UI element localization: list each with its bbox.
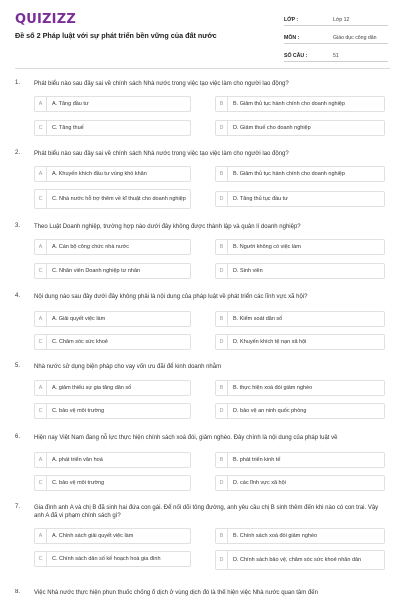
question-6 — [15, 434, 390, 494]
option-letter: A — [35, 167, 47, 181]
question-text: Gia đình anh A và chị B đã sinh hai đứa con gái. Để nối dõi tông đường, anh yêu cầu chị B sinh thêm đến khi nào có con trai. Vậy anh A đã vi phạm chính sách gì? — [34, 505, 379, 519]
option-letter: C — [35, 552, 47, 566]
option-letter: B — [216, 240, 228, 254]
option-letter: A — [35, 97, 47, 111]
option-text: D. Khuyến khích tệ nạn xã hội — [233, 338, 307, 345]
option-letter: B — [216, 312, 228, 326]
option-b[interactable] — [215, 528, 385, 544]
question-number: 5. — [15, 363, 21, 369]
option-text: C. Tăng thuế — [52, 124, 84, 131]
meta-value: Lớp 12 — [333, 17, 350, 23]
option-text: A. Khuyến khích đầu tư vùng khó khăn — [52, 170, 147, 177]
option-b[interactable] — [215, 166, 385, 182]
question-text: Hiện nay Việt Nam đang nỗ lực thực hiện chính sách xoá đói, giảm nghèo. Đây chính là nội dung của pháp luật về — [34, 435, 338, 441]
option-letter: D — [216, 551, 228, 569]
question-number: 3. — [15, 223, 21, 229]
option-text: B. Giảm thủ tục hành chính cho doanh nghiệp — [233, 170, 345, 177]
option-text: C. Nhân viên Doanh nghiệp tư nhân — [52, 267, 141, 274]
option-text: A. phát triển văn hoá — [52, 456, 103, 463]
option-text: B. Người không có việc làm — [233, 243, 301, 250]
question-3 — [15, 223, 390, 283]
option-d[interactable] — [215, 403, 385, 419]
option-letter: D — [216, 335, 228, 349]
question-text: Nội dung nào sau đây dưới đây không phải là nội dung của pháp luật về phát triển các lĩnh vực xã hội? — [34, 294, 308, 300]
option-a[interactable] — [34, 239, 191, 255]
question-7 — [15, 504, 390, 580]
option-a[interactable] — [34, 96, 191, 112]
option-text: B. phát triển kinh tế — [233, 456, 281, 463]
meta-value: 51 — [333, 53, 339, 59]
option-letter: C — [35, 121, 47, 135]
quizizz-logo: QUIZIZZ — [15, 12, 76, 27]
option-b[interactable] — [215, 239, 385, 255]
option-text: C. Chính sách dân số kế hoạch hoá gia đình — [52, 555, 161, 562]
meta-label: MÔN : — [284, 35, 300, 41]
option-b[interactable] — [215, 380, 385, 396]
question-4 — [15, 293, 390, 353]
meta-row-subject — [284, 30, 388, 44]
option-letter: B — [216, 529, 228, 543]
option-letter: C — [35, 335, 47, 349]
option-text: D. Chính sách bảo vệ, chăm sóc sức khoẻ nhân dân — [233, 557, 362, 563]
option-d[interactable] — [215, 120, 385, 136]
worksheet-meta — [284, 12, 388, 66]
option-c[interactable] — [34, 551, 191, 567]
question-text: Phát biểu nào sau đây sai về chính sách Nhà nước trong việc tạo việc làm cho người lao động? — [34, 151, 289, 157]
option-b[interactable] — [215, 96, 385, 112]
question-number: 4. — [15, 293, 21, 299]
question-number: 1. — [15, 80, 21, 86]
option-text: C. Nhà nước hỗ trợ thêm về kĩ thuật cho doanh nghiệp — [52, 196, 186, 202]
option-letter: C — [35, 264, 47, 278]
option-letter: D — [216, 121, 228, 135]
option-text: D. các lĩnh vực xã hội — [233, 479, 286, 486]
option-letter: C — [35, 190, 47, 208]
option-a[interactable] — [34, 528, 191, 544]
option-text: C. bảo vệ môi trường — [52, 407, 105, 414]
option-letter: A — [35, 453, 47, 467]
option-text: B. Chính sách xoá đói giảm nghèo — [233, 532, 318, 539]
question-text: Phát biểu nào sau đây sai về chính sách Nhà nước trong việc tạo việc làm cho người lao động? — [34, 81, 289, 87]
option-text: A. giảm thiểu sự gia tăng dân số — [52, 384, 132, 391]
question-1 — [15, 80, 390, 140]
option-letter: A — [35, 381, 47, 395]
option-text: D. Sinh viên — [233, 267, 263, 274]
option-text: A. Chính sách giải quyết việc làm — [52, 532, 134, 539]
question-number: 7. — [15, 504, 21, 510]
option-text: A. Tăng đầu tư — [52, 100, 89, 107]
question-8 — [15, 589, 390, 600]
option-c[interactable] — [34, 475, 191, 491]
option-text: B. thực hiện xoá đói giảm nghèo — [233, 384, 313, 391]
option-letter: B — [216, 97, 228, 111]
question-5 — [15, 363, 390, 423]
option-d[interactable] — [215, 550, 385, 570]
option-a[interactable] — [34, 380, 191, 396]
option-c[interactable] — [34, 189, 191, 209]
option-text: D. Tăng thủ tục đầu tư — [233, 195, 288, 202]
option-text: C. bảo vệ môi trường — [52, 479, 105, 486]
option-d[interactable] — [215, 191, 385, 207]
question-2 — [15, 150, 390, 214]
option-letter: D — [216, 404, 228, 418]
option-letter: C — [35, 404, 47, 418]
header-divider — [15, 68, 390, 69]
option-d[interactable] — [215, 334, 385, 350]
option-d[interactable] — [215, 475, 385, 491]
option-letter: D — [216, 192, 228, 206]
option-text: B. Kiểm soát dân số — [233, 315, 283, 322]
meta-label: LỚP : — [284, 17, 299, 23]
worksheet-title: Đề số 2 Pháp luật với sự phát triển bền vững của đất nước — [15, 31, 217, 40]
option-c[interactable] — [34, 120, 191, 136]
question-number: 2. — [15, 150, 21, 156]
option-c[interactable] — [34, 263, 191, 279]
option-letter: B — [216, 167, 228, 181]
option-letter: B — [216, 453, 228, 467]
option-text: B. Giảm thủ tục hành chính cho doanh nghiệp — [233, 100, 345, 107]
option-text: A. Giải quyết việc làm — [52, 315, 106, 322]
option-letter: A — [35, 240, 47, 254]
option-a[interactable] — [34, 311, 191, 327]
option-letter: D — [216, 264, 228, 278]
option-text: D. bảo vệ an ninh quốc phòng — [233, 407, 307, 414]
option-letter: A — [35, 529, 47, 543]
question-text: Việc Nhà nước thực hiện phun thuốc chống ổ dịch ở vùng dịch đó là thể hiện việc Nhà nước quan tâm đến — [34, 590, 318, 596]
option-text: A. Cán bộ công chức nhà nước — [52, 243, 130, 250]
option-d[interactable] — [215, 263, 385, 279]
option-letter: D — [216, 476, 228, 490]
option-b[interactable] — [215, 452, 385, 468]
option-a[interactable] — [34, 166, 191, 182]
question-number: 6. — [15, 434, 21, 440]
meta-label: SỐ CÂU : — [284, 53, 308, 59]
meta-row-question-count — [284, 48, 388, 62]
question-text: Theo Luật Doanh nghiệp, trường hợp nào dưới đây không được thành lập và quản lí doanh nghiệp? — [34, 224, 301, 230]
option-letter: A — [35, 312, 47, 326]
meta-value: Giáo dục công dân — [333, 35, 377, 41]
question-text: Nhà nước sử dụng biện pháp cho vay vốn ưu đãi để kinh doanh nhằm — [34, 364, 222, 370]
option-c[interactable] — [34, 403, 191, 419]
option-letter: C — [35, 476, 47, 490]
meta-row-class — [284, 12, 388, 26]
question-number: 8. — [15, 589, 21, 595]
option-a[interactable] — [34, 452, 191, 468]
option-b[interactable] — [215, 311, 385, 327]
option-c[interactable] — [34, 334, 191, 350]
option-letter: B — [216, 381, 228, 395]
option-text: C. Chăm sóc sức khoẻ — [52, 338, 108, 345]
option-text: D. Giảm thuế cho doanh nghiệp — [233, 124, 311, 131]
